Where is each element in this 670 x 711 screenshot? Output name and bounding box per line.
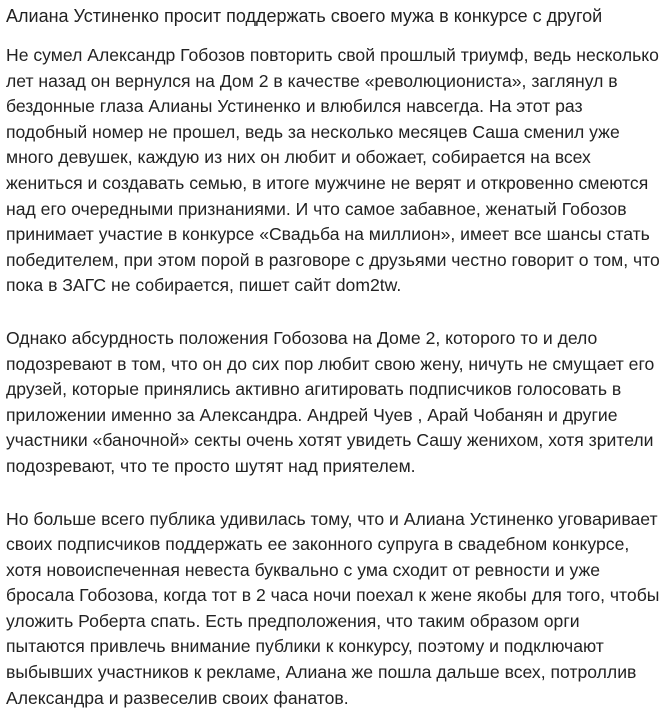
- article-paragraph-1: Не сумел Александр Гобозов повторить свой прошлый триумф, ведь несколько лет назад он вернулся на Дом 2 в качестве «революциониста», заглянул в бездонные глаза Алианы Устиненко и влюбился навсегда. На этот раз подобный номер не прошел, ведь за несколько месяцев Саша сменил уже много девушек, каждую из них он любит и обожает, собирается на всех жениться и создавать семью, в итоге мужчине не верят и откровенно смеются над его очередными признаниями. И что самое забавное, женатый Гобозов принимает участие в конкурсе «Свадьба на миллион», имеет все шансы стать победителем, при этом порой в разговоре с друзьями честно говорит о том, что пока в ЗАГС не собирается, пишет сайт dom2tw.: [6, 43, 662, 299]
- article-title: Алиана Устиненко просит поддержать своего мужа в конкурсе с другой: [6, 0, 662, 28]
- article-paragraph-3: Но больше всего публика удивилась тому, что и Алиана Устиненко уговаривает своих подписчиков поддержать ее законного супруга в свадебном конкурсе, хотя новоиспеченная невеста буквально с ума сходит от ревности и уже бросала Гобозова, когда тот в 2 часа ночи поехал к жене якобы для того, чтобы уложить Роберта спать. Есть предположения, что таким образом орги пытаются привлечь внимание публики к конкурсу, поэтому и подключают выбывших участников к рекламе, Алиана же пошла дальше всех, потроллив Александра и развеселив своих фанатов.: [6, 507, 662, 711]
- article-paragraph-2: Однако абсурдность положения Гобозова на Доме 2, которого то и дело подозревают в том, что он до сих пор любит свою жену, ничуть не смущает его друзей, которые принялись активно агитировать подписчиков голосовать в приложении именно за Александра. Андрей Чуев , Арай Чобанян и другие участники «баночной» секты очень хотят увидеть Сашу женихом, хотя зрители подозревают, что те просто шутят над приятелем.: [6, 326, 662, 480]
